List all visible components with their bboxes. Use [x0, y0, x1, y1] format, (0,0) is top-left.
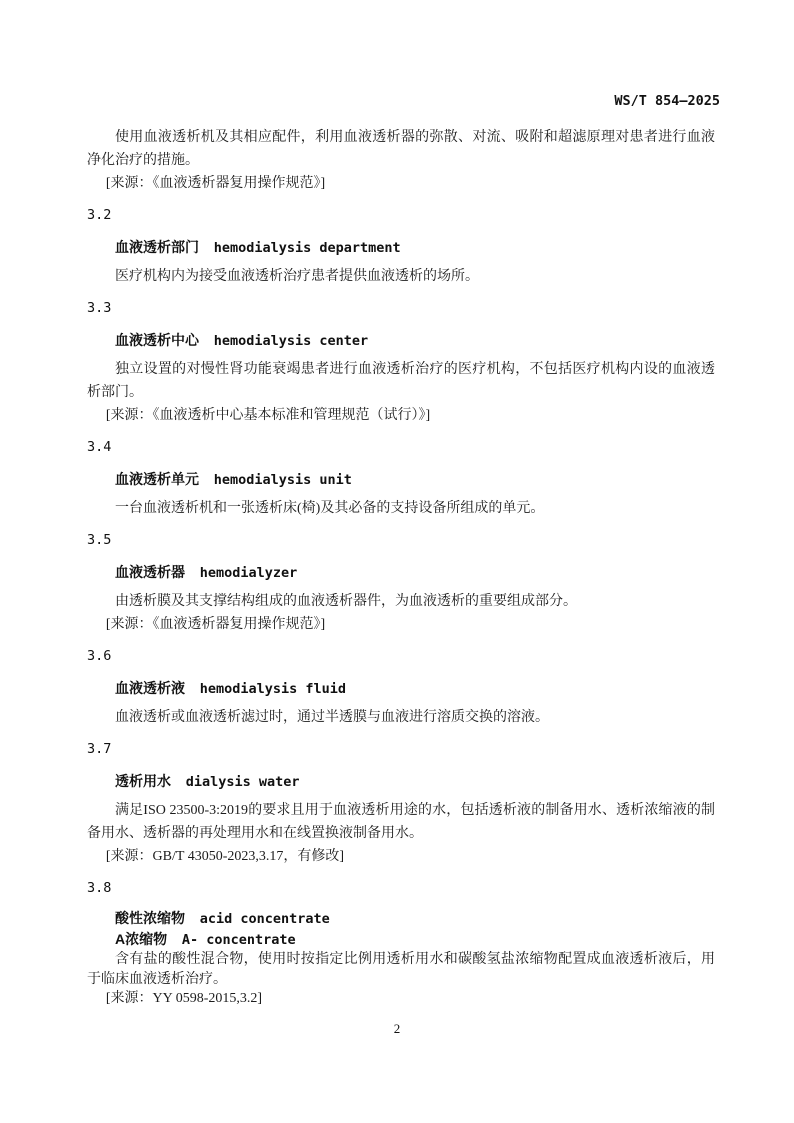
intro-source: [来源：《血液透析器复用操作规范》] [105, 176, 326, 191]
term-heading [87, 561, 715, 585]
term-headings [87, 561, 715, 585]
term-section [87, 877, 715, 1009]
term-heading [87, 329, 715, 353]
section-number: 3.6 [87, 648, 112, 664]
term-section [87, 297, 715, 427]
term-definition: 独立设置的对慢性肾功能衰竭患者进行血液透析治疗的医疗机构，不包括医疗机构内设的血液透析部门。 [87, 362, 715, 400]
page-footer [0, 1021, 794, 1037]
term-en: hemodialysis fluid [199, 681, 346, 697]
section-number: 3.2 [87, 207, 112, 223]
term-section [87, 204, 715, 288]
term-zh: 酸性浓缩物 [115, 910, 185, 926]
term-zh: 血液透析单元 [115, 471, 199, 487]
term-heading [87, 468, 715, 492]
term-headings [87, 236, 715, 260]
section-number: 3.4 [87, 439, 112, 455]
page-header [0, 93, 794, 109]
term-heading [87, 770, 715, 794]
term-en: dialysis water [185, 774, 300, 790]
term-source: [来源：GB/T 43050-2023,3.17，有修改] [105, 849, 345, 864]
term-definition: 满足ISO 23500-3:2019的要求且用于血液透析用途的水，包括透析液的制备用水、透析浓缩液的制备用水、透析器的再处理用水和在线置换液制备用水。 [87, 803, 715, 841]
terms-list [87, 204, 715, 1009]
term-en: hemodialyzer [199, 565, 298, 581]
term-heading [87, 677, 715, 701]
term-en: acid concentrate [199, 911, 330, 927]
term-definition: 血液透析或血液透析滤过时，通过半透膜与血液进行溶质交换的溶液。 [115, 710, 549, 725]
standard-number: WS/T 854—2025 [614, 93, 720, 109]
term-section [87, 436, 715, 520]
intro-definition: 使用血液透析机及其相应配件，利用血液透析器的弥散、对流、吸附和超滤原理对患者进行血液净化治疗的措施。 [87, 130, 715, 168]
section-number: 3.8 [87, 880, 112, 896]
term-en: hemodialysis center [213, 333, 369, 349]
term-en: hemodialysis department [213, 240, 401, 256]
section-number: 3.7 [87, 741, 112, 757]
term-zh: 透析用水 [115, 773, 171, 789]
term-source: [来源：《血液透析中心基本标准和管理规范（试行）》] [105, 408, 431, 423]
term-en: hemodialysis unit [213, 472, 352, 488]
term-section [87, 529, 715, 636]
term-zh: A浓缩物 [115, 930, 168, 947]
term-headings [87, 770, 715, 794]
term-definition: 医疗机构内为接受血液透析治疗患者提供血液透析的场所。 [115, 269, 479, 284]
term-definition: 由透析膜及其支撑结构组成的血液透析器件，为血液透析的重要组成部分。 [115, 594, 577, 609]
term-source: [来源：《血液透析器复用操作规范》] [105, 617, 326, 632]
section-number: 3.5 [87, 532, 112, 548]
term-definition: 含有盐的酸性混合物，使用时按指定比例用透析用水和碳酸氢盐浓缩物配置成血液透析液后，用于临床血液透析治疗。 [87, 952, 715, 987]
term-zh: 血液透析器 [115, 564, 185, 580]
term-zh: 血液透析液 [115, 680, 185, 696]
term-section [87, 645, 715, 729]
term-heading [87, 236, 715, 260]
section-number: 3.3 [87, 300, 112, 316]
term-heading [87, 909, 715, 930]
term-en: A- concentrate [181, 931, 296, 948]
term-headings [87, 677, 715, 701]
term-headings [87, 329, 715, 353]
term-definition: 一台血液透析机和一张透析床(椅)及其必备的支持设备所组成的单元。 [115, 501, 545, 516]
term-headings [87, 909, 715, 950]
term-heading [87, 930, 715, 951]
term-section [87, 738, 715, 868]
term-source: [来源：YY 0598-2015,3.2] [105, 991, 263, 1006]
term-headings [87, 468, 715, 492]
page-number: 2 [393, 1021, 401, 1036]
term-zh: 血液透析中心 [115, 332, 199, 348]
term-zh: 血液透析部门 [115, 239, 199, 255]
page-content [87, 126, 715, 1009]
